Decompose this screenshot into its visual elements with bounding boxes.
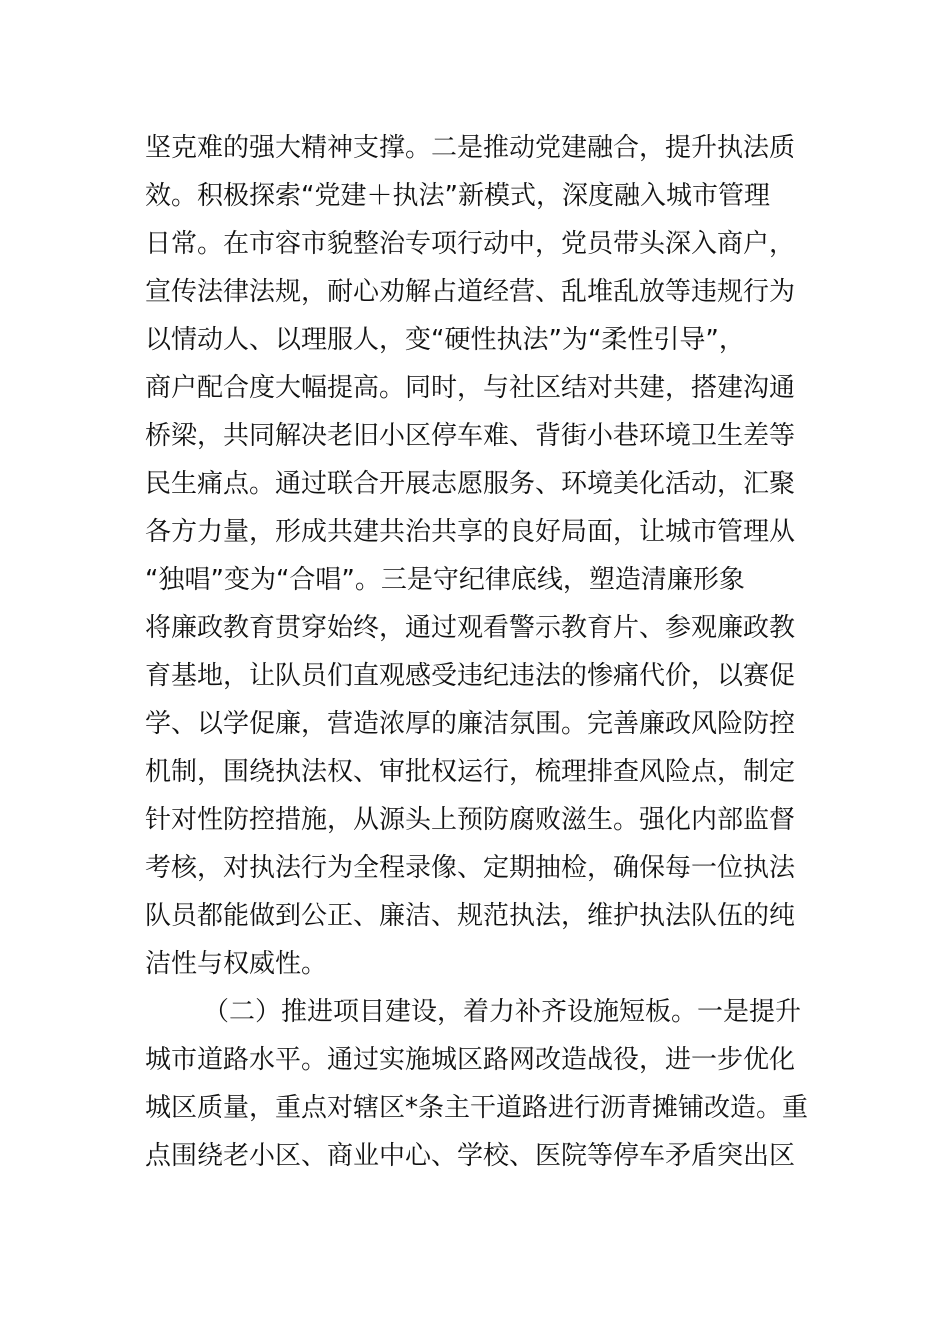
text-line: 坚克难的强大精神支撑。二是推动党建融合，提升执法质 — [145, 133, 796, 163]
text-line: 商户配合度大幅提高。同时，与社区结对共建，搭建沟通 — [145, 373, 796, 403]
text-line: 育基地，让队员们直观感受违纪违法的惨痛代价，以赛促 — [145, 661, 796, 691]
text-line: 桥梁，共同解决老旧小区停车难、背街小巷环境卫生差等 — [145, 421, 796, 451]
text-line: 机制，围绕执法权、审批权运行，梳理排查风险点，制定 — [145, 757, 796, 787]
text-line: 考核，对执法行为全程录像、定期抽检，确保每一位执法 — [145, 853, 796, 883]
text-line: 学、以学促廉，营造浓厚的廉洁氛围。完善廉政风险防控 — [145, 709, 796, 739]
section-heading-line: （二）推进项目建设，着力补齐设施短板。一是提升 — [203, 997, 802, 1027]
text-line: 以情动人、以理服人，变“硬性执法”为“柔性引导”， — [145, 325, 745, 355]
text-line: 宣传法律法规，耐心劝解占道经营、乱堆乱放等违规行为 — [145, 277, 796, 307]
text-line: 洁性与权威性。 — [145, 949, 328, 979]
text-line: 民生痛点。通过联合开展志愿服务、环境美化活动，汇聚 — [145, 469, 796, 499]
text-line: 城区质量，重点对辖区*条主干道路进行沥青摊铺改造。重 — [145, 1093, 809, 1123]
text-line: 各方力量，形成共建共治共享的良好局面，让城市管理从 — [145, 517, 796, 547]
text-line: 针对性防控措施，从源头上预防腐败滋生。强化内部监督 — [145, 805, 796, 835]
text-line: 队员都能做到公正、廉洁、规范执法，维护执法队伍的纯 — [145, 901, 796, 931]
text-line: 将廉政教育贯穿始终，通过观看警示教育片、参观廉政教 — [145, 613, 796, 643]
text-line: 城市道路水平。通过实施城区路网改造战役，进一步优化 — [145, 1045, 796, 1075]
text-line: “独唱”变为“合唱”。三是守纪律底线，塑造清廉形象 — [145, 565, 745, 595]
text-line: 点围绕老小区、商业中心、学校、医院等停车矛盾突出区 — [145, 1141, 796, 1171]
text-line: 日常。在市容市貌整治专项行动中，党员带头深入商户， — [145, 229, 796, 259]
text-line: 效。积极探索“党建＋执法”新模式，深度融入城市管理 — [145, 181, 770, 211]
